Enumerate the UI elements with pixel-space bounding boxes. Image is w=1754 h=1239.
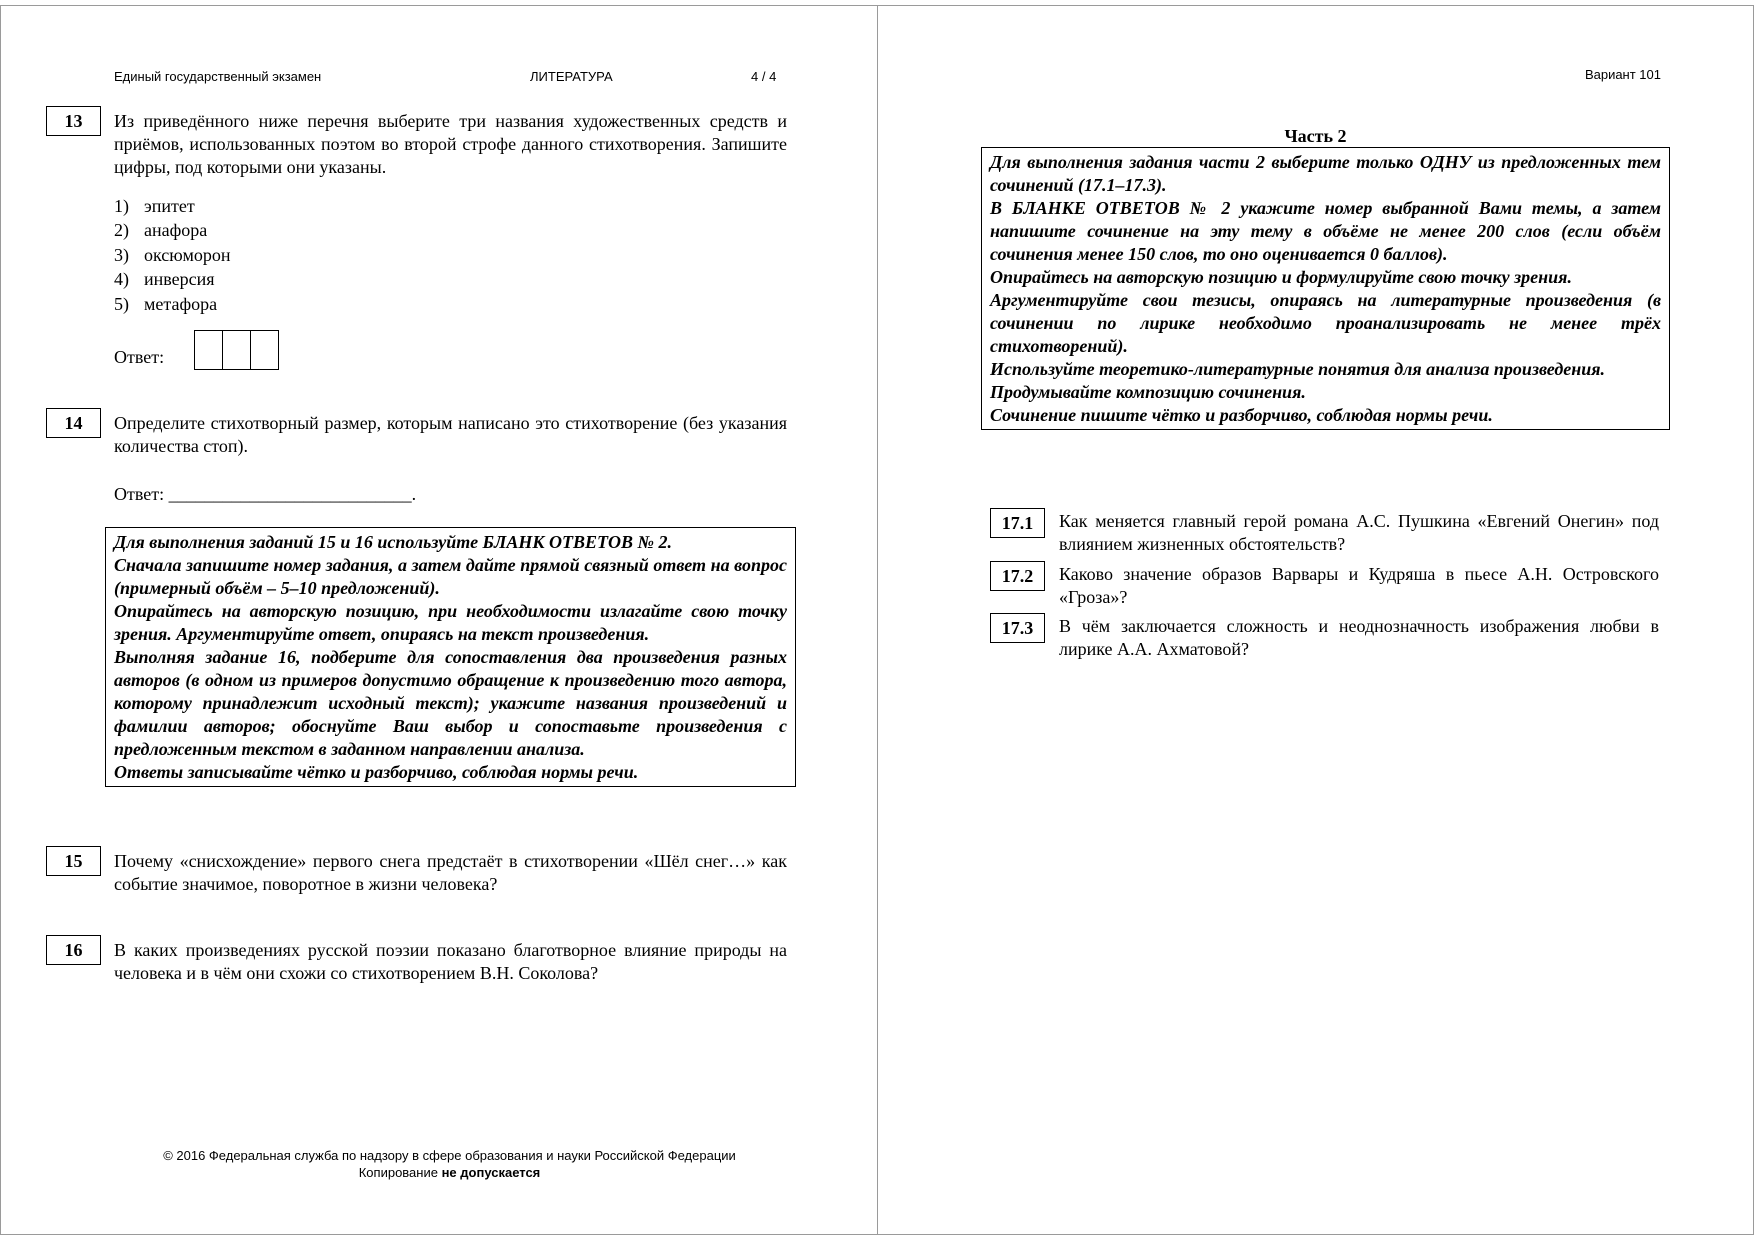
task-14-text: Определите стихотворный размер, которым написано это стихотворение (без указания количества стоп). — [114, 413, 787, 456]
task-13-answer-cells[interactable] — [194, 330, 284, 370]
task-number-14: 14 — [46, 408, 101, 438]
task-number-13: 13 — [46, 106, 101, 136]
task-14-answer: Ответ: ___________________________. — [114, 484, 417, 504]
topic-17-2-text: Каково значение образов Варвары и Кудряша в пьесе А.Н. Островского «Гроза»? — [1059, 564, 1659, 607]
option-item: 1) эпитет — [114, 196, 195, 216]
instructions-box-15-16 — [105, 527, 796, 787]
instruction-line: Выполняя задание 16, подберите для сопоставления два произведения разных авторов (в одном из примеров допустимо обращение к произведению того автора, которому принадлежит исходный текст); укажите названия произведений и фамилии авторов; обоснуйте Ваш выбор и сопоставьте произведения с предложенным текстом в заданном направлении анализа. — [114, 647, 787, 759]
page-left — [0, 5, 878, 1235]
header-subject: ЛИТЕРАТУРА — [530, 69, 613, 84]
option-item: 4) инверсия — [114, 269, 215, 289]
footer-copyright: © 2016 Федеральная служба по надзору в сфере образования и науки Российской Федерации Копирование не допускается — [163, 1148, 736, 1180]
page-right — [877, 5, 1754, 1235]
instruction-line: Для выполнения заданий 15 и 16 используйте БЛАНК ОТВЕТОВ № 2. — [114, 532, 673, 552]
instruction-line: Для выполнения задания части 2 выберите только ОДНУ из предложенных тем сочинений (17.1–17.3). — [990, 152, 1661, 195]
topic-number-17-3: 17.3 — [990, 613, 1045, 643]
instruction-line: Сочинение пишите чётко и разборчиво, соблюдая нормы речи. — [990, 405, 1493, 425]
topic-17-1-text: Как меняется главный герой романа А.С. Пушкина «Евгений Онегин» под влиянием жизненных обстоятельств? — [1059, 511, 1659, 554]
task-16-text: В каких произведениях русской поэзии показано благотворное влияние природы на человека и в чём они схожи со стихотворением В.Н. Соколова? — [114, 940, 787, 983]
option-item: 3) оксюморон — [114, 245, 231, 265]
topic-number-17-1: 17.1 — [990, 508, 1045, 538]
topic-number-17-2: 17.2 — [990, 561, 1045, 591]
task-13-text: Из приведённого ниже перечня выберите три названия художественных средств и приёмов, использованных поэтом во второй строфе данного стихотворения. Запишите цифры, под которыми они указаны. — [114, 111, 787, 177]
header-page-number: 4 / 4 — [751, 69, 777, 84]
answer-cell[interactable] — [222, 330, 251, 370]
instruction-line: Сначала запишите номер задания, а затем дайте прямой связный ответ на вопрос (примерный объём – 5–10 предложений). — [114, 555, 787, 598]
part-2-title: Часть 2 — [1284, 126, 1347, 146]
task-number-16: 16 — [46, 935, 101, 965]
instruction-line: Опирайтесь на авторскую позицию и формулируйте свою точку зрения. — [990, 267, 1572, 287]
topic-17-3-text: В чём заключается сложность и неоднозначность изображения любви в лирике А.А. Ахматовой? — [1059, 616, 1659, 659]
header-exam: Единый государственный экзамен — [114, 69, 322, 84]
task-14-answer-line[interactable]: ___________________________. — [168, 484, 417, 504]
instruction-line: Используйте теоретико-литературные понятия для анализа произведения. — [990, 359, 1606, 379]
instruction-line: Ответы записывайте чётко и разборчиво, соблюдая нормы речи. — [114, 762, 639, 782]
instruction-line: Продумывайте композицию сочинения. — [990, 382, 1306, 402]
instruction-line: В БЛАНКЕ ОТВЕТОВ № 2 укажите номер выбранной Вами темы, а затем напишите сочинение на эту тему в объёме не менее 200 слов (если объём сочинения менее 150 слов, то оно оценивается 0 баллов). — [990, 198, 1661, 264]
answer-cell[interactable] — [250, 330, 279, 370]
instruction-line: Опирайтесь на авторскую позицию, при необходимости излагайте свою точку зрения. Аргументируйте ответ, опираясь на текст произведения. — [114, 601, 787, 644]
task-15-text: Почему «снисхождение» первого снега предстаёт в стихотворении «Шёл снег…» как событие значимое, поворотное в жизни человека? — [114, 851, 787, 894]
header-variant: Вариант 101 — [1584, 67, 1661, 82]
task-number-15: 15 — [46, 846, 101, 876]
instruction-line: Аргументируйте свои тезисы, опираясь на литературные произведения (в сочинении по лирике необходимо проанализировать не менее трёх стихотворений). — [990, 290, 1661, 356]
task-13-answer-label: Ответ: — [114, 347, 165, 367]
instructions-box-part-2 — [981, 147, 1670, 430]
option-item: 5) метафора — [114, 294, 218, 314]
option-item: 2) анафора — [114, 220, 208, 240]
answer-cell[interactable] — [194, 330, 223, 370]
